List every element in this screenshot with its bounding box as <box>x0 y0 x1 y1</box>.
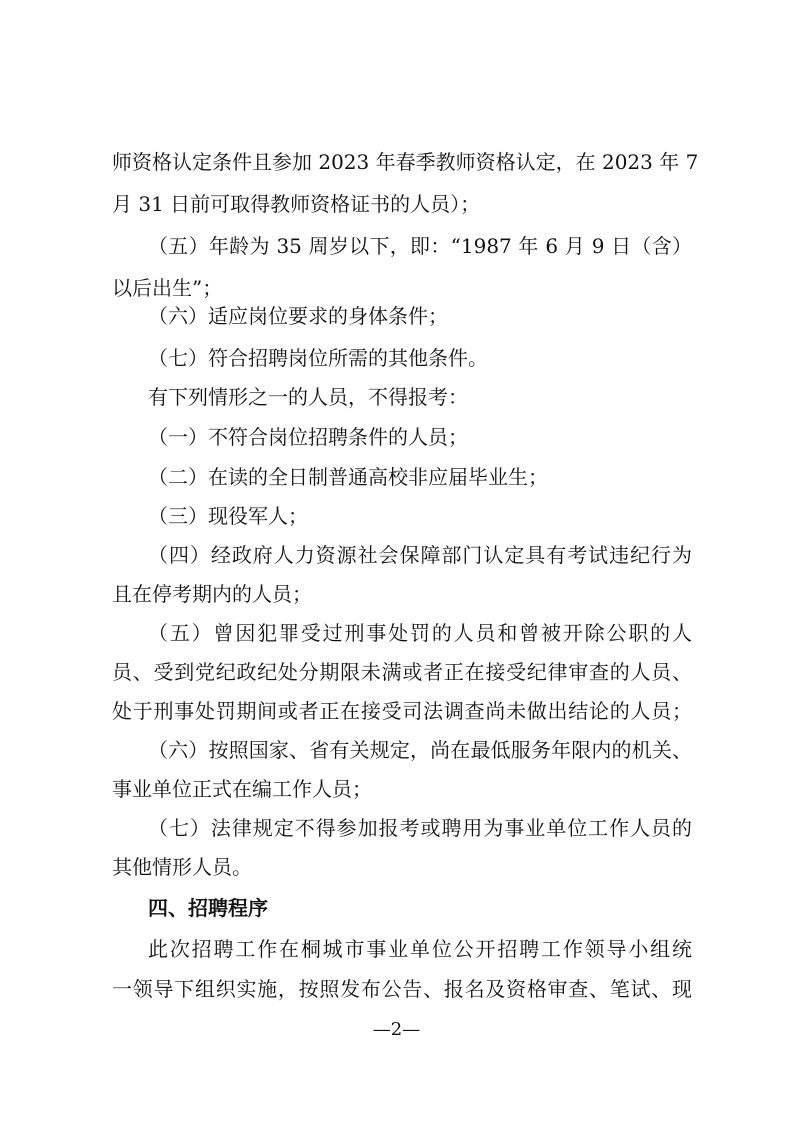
list-item: （七）符合招聘岗位所需的其他条件。 <box>148 346 488 370</box>
list-item: （一）不符合岗位招聘条件的人员； <box>148 425 468 449</box>
body-line: 且在停考期内的人员； <box>112 582 312 606</box>
body-line: 事业单位正式在编工作人员； <box>112 777 372 801</box>
list-item: （七）法律规定不得参加报考或聘用为事业单位工作人员的 <box>148 816 692 840</box>
section-heading: 四、招聘程序 <box>148 896 268 920</box>
body-line: 处于刑事处罚期间或者正在接受司法调查尚未做出结论的人员； <box>112 699 692 723</box>
paragraph-line: 此次招聘工作在桐城市事业单位公开招聘工作领导小组统 <box>148 937 692 961</box>
list-item: （六）按照国家、省有关规定，尚在最低服务年限内的机关、 <box>148 738 692 762</box>
list-item: （六）适应岗位要求的身体条件； <box>148 304 448 328</box>
body-line: 员、受到党纪政纪处分期限未满或者正在接受纪律审查的人员、 <box>112 660 692 684</box>
body-line: 以后出生”； <box>112 276 223 300</box>
list-item: （四）经政府人力资源社会保障部门认定具有考试违纪行为 <box>148 543 692 567</box>
body-line: 其他情形人员。 <box>112 855 252 879</box>
list-item: （二）在读的全日制普通高校非应届毕业生； <box>148 465 548 489</box>
body-line: 一领导下组织实施，按照发布公告、报名及资格审查、笔试、现 <box>112 977 692 1001</box>
body-line: 月 31 日前可取得教师资格证书的人员）； <box>112 192 481 216</box>
list-item: （三）现役军人； <box>148 504 308 528</box>
paragraph-line: 有下列情形之一的人员，不得报考： <box>148 385 468 409</box>
list-item: （五）年龄为 35 周岁以下，即：“1987 年 6 月 9 日（含） <box>148 234 692 258</box>
body-line: 师资格认定条件且参加 2023 年春季教师资格认定，在 2023 年 7 <box>112 150 699 174</box>
page-number: —2— <box>372 1019 421 1040</box>
list-item: （五）曾因犯罪受过刑事处罚的人员和曾被开除公职的人 <box>148 621 692 645</box>
